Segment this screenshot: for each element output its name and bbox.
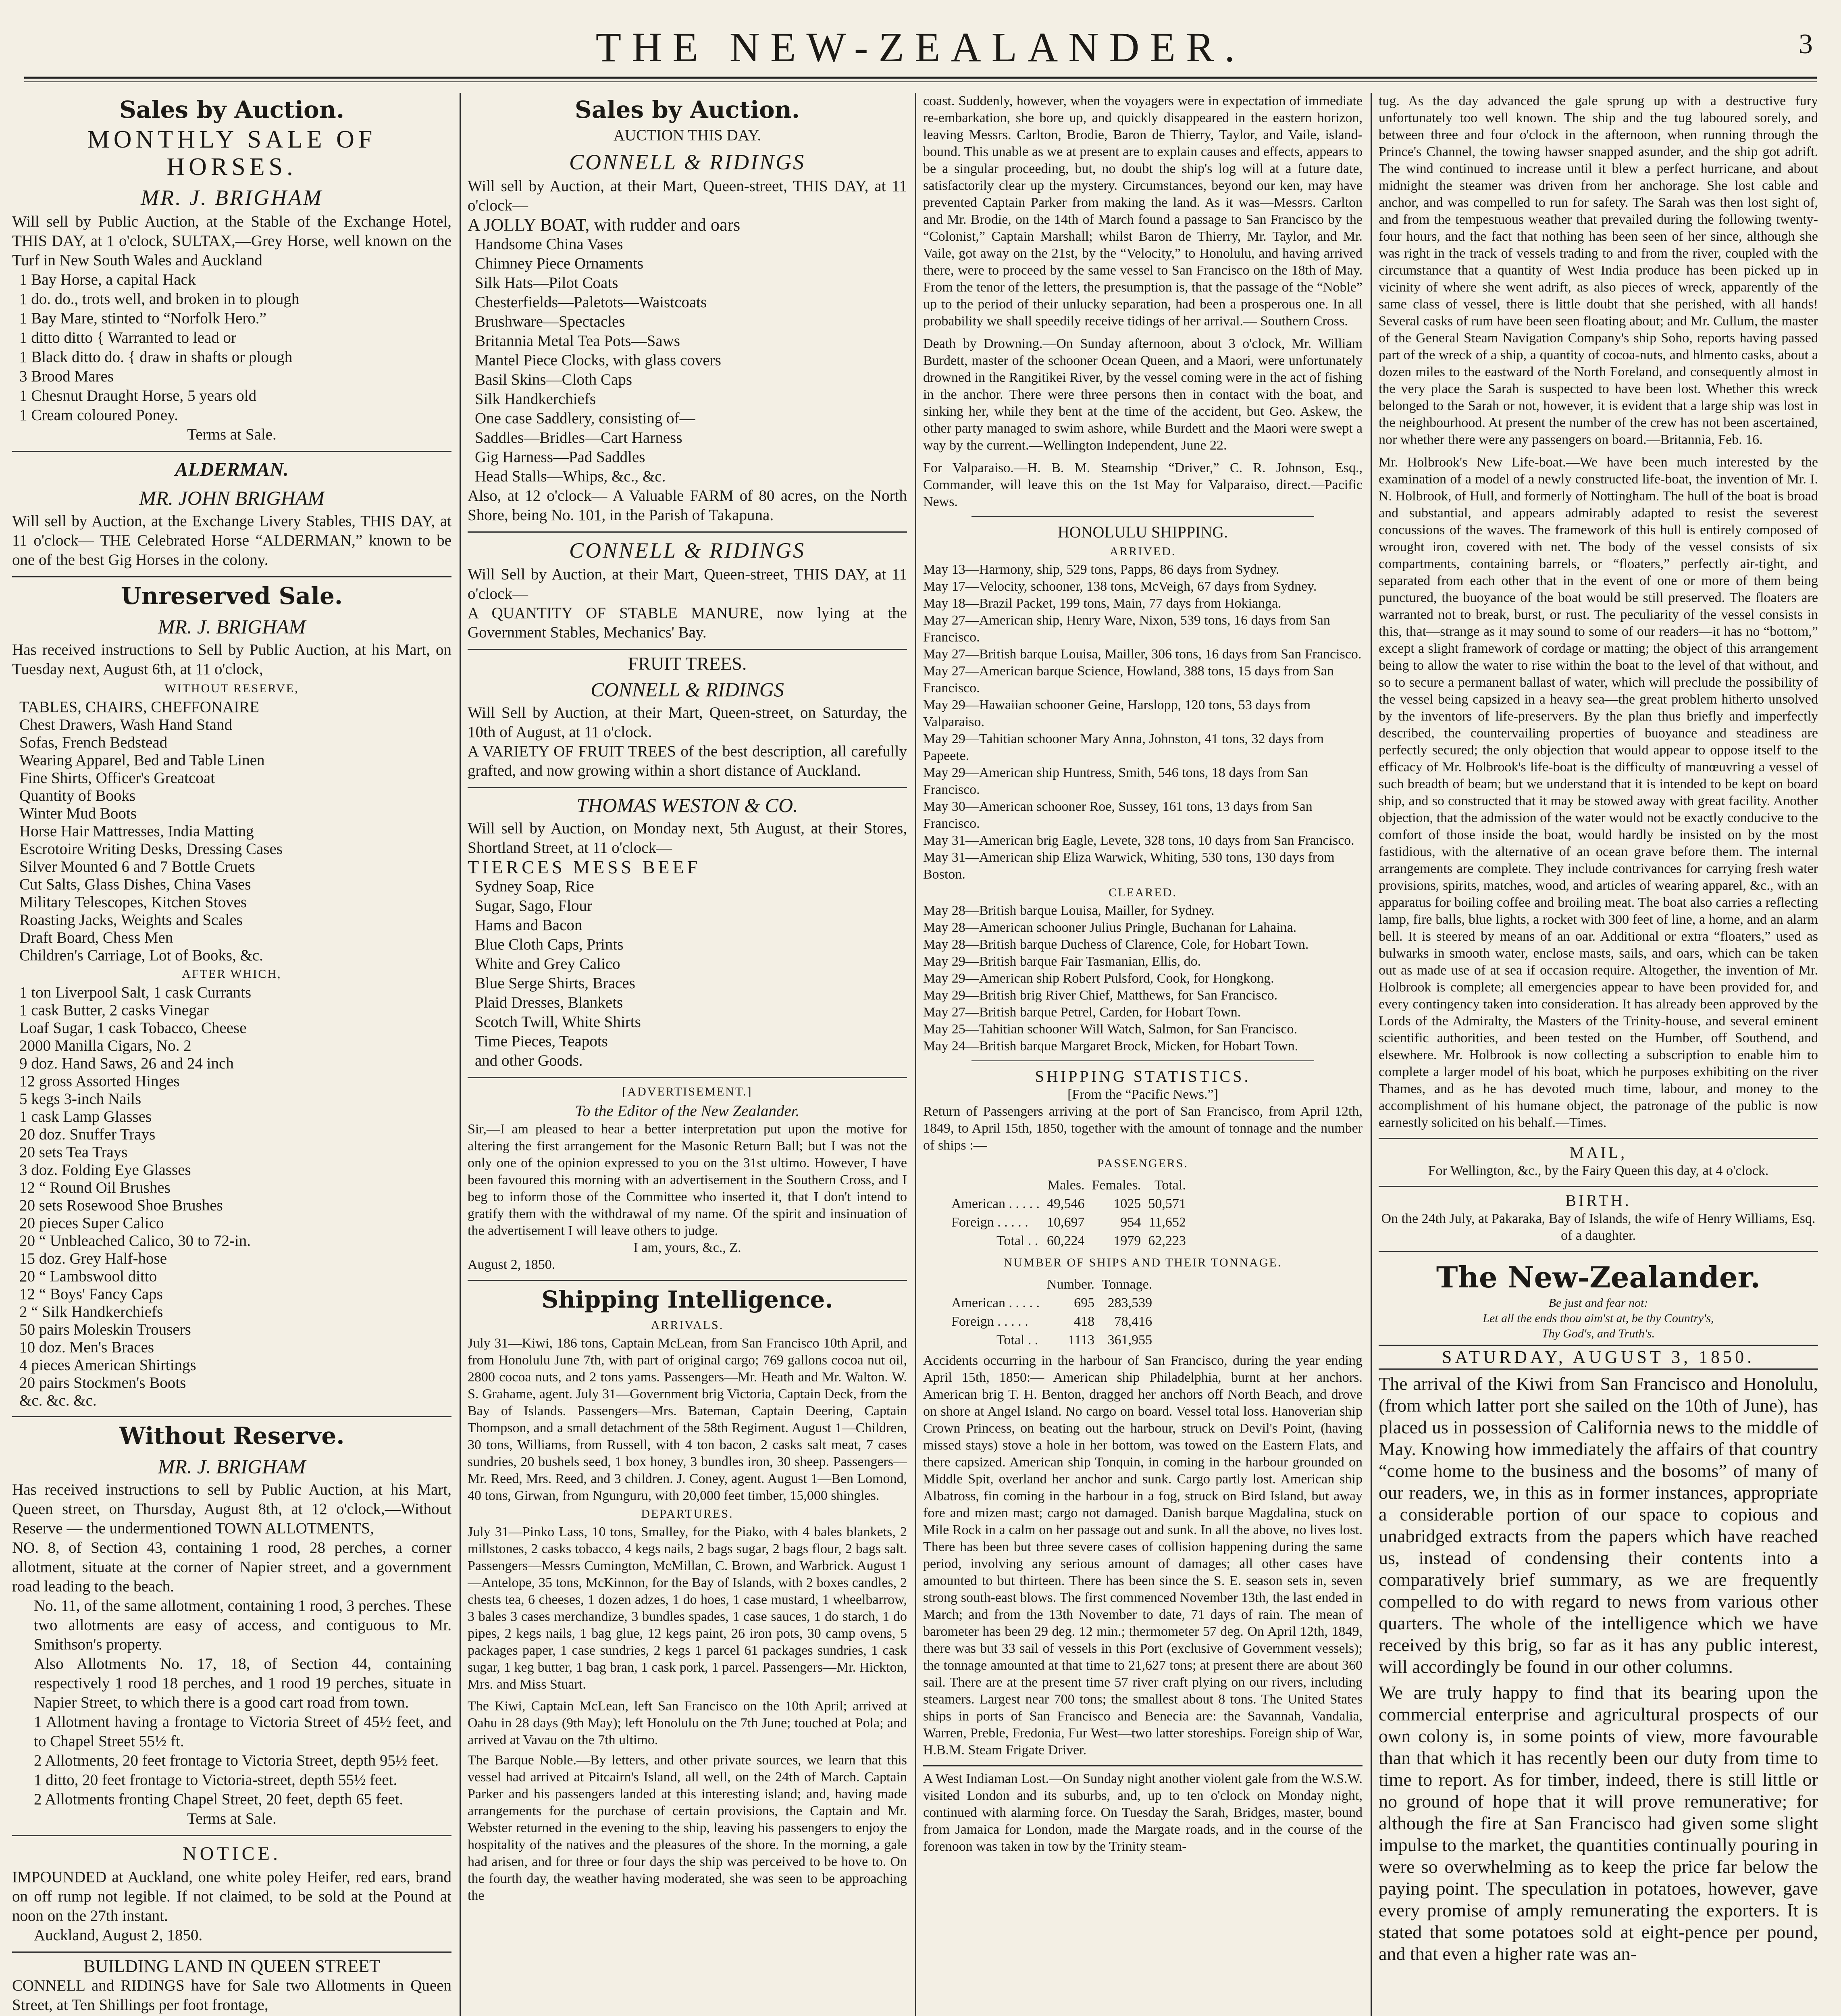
list-item: 20 “ Lambswool ditto — [19, 1268, 157, 1285]
list-item: Brushware—Spectacles — [475, 313, 625, 330]
sub-heading: ARRIVALS. — [651, 1318, 724, 1332]
list-item: Chimney Piece Ornaments — [475, 255, 644, 272]
divider — [12, 576, 451, 577]
news-list — [923, 561, 1363, 883]
ships-table — [947, 1275, 1156, 1350]
list-item: May 29—American ship Robert Pulsford, Cook, for Hongkong. — [923, 971, 1274, 986]
divider — [12, 451, 451, 452]
letter-heading: To the Editor of the New Zealander. — [575, 1102, 800, 1120]
divider — [923, 1765, 1363, 1766]
list-item: Head Stalls—Whips, &c., &c. — [475, 468, 666, 485]
item-list — [468, 235, 907, 486]
table-header-row — [948, 1276, 1155, 1293]
list-item: 15 doz. Grey Half-hose — [19, 1250, 167, 1267]
list-item: 10 doz. Men's Braces — [19, 1339, 154, 1356]
list-item: 12 “ Boys' Fancy Caps — [19, 1285, 163, 1303]
list-item: 4 pieces American Shirtings — [19, 1356, 196, 1374]
list-item: Horse Hair Mattresses, India Matting — [19, 823, 254, 840]
list-item: Military Telescopes, Kitchen Stoves — [19, 893, 247, 911]
list-item: 20 doz. Snuffer Trays — [19, 1126, 156, 1143]
news-text: A West Indiaman Lost.—On Sunday night another violent gale from the W.S.W. visited London and its suburbs, and, up to ten o'clock on Monday night, continued with alarming force. On Tuesday the Sarah, Bridges, master, bound from Jamaica for London, made the Margate roads, and in the course of the forenoon was taken in tow by the Trinity steam- — [923, 1771, 1363, 1854]
table-cell: 695 — [1074, 1295, 1095, 1310]
column-1 — [12, 93, 451, 2016]
ad-text: Will sell by Public Auction, at the Stable of the Exchange Hotel, THIS DAY, at 1 o'clock, SULTAX,—Grey Horse, well known on the Turf in New South Wales and Auckland — [12, 213, 451, 269]
table-cell: Females. — [1092, 1178, 1141, 1193]
list-item: May 13—Harmony, ship, 529 tons, Papps, 86 days from Sydney. — [923, 562, 1279, 577]
newspaper-title: The New-Zealander. — [1436, 1260, 1761, 1294]
section-heading: Shipping Intelligence. — [541, 1286, 833, 1313]
ad-text: Will Sell by Auction, at their Mart, Queen-street, on Saturday, the 10th of August, at 11 o'clock. — [468, 704, 907, 741]
list-item: Scotch Twill, White Shirts — [475, 1013, 641, 1031]
item-list — [468, 877, 907, 1070]
table-heading: NUMBER OF SHIPS AND THEIR TONNAGE. — [1003, 1256, 1282, 1269]
auctioneer-name: CONNELL & RIDINGS — [569, 150, 806, 174]
table-cell: 361,955 — [1107, 1333, 1152, 1347]
masthead-rule-thin — [24, 81, 1817, 82]
table-cell: 418 — [1074, 1314, 1095, 1329]
list-item: Blue Serge Shirts, Braces — [475, 975, 635, 992]
list-item: 1 cask Butter, 2 casks Vinegar — [19, 1002, 209, 1019]
divider — [12, 1951, 451, 1953]
divider — [468, 1077, 907, 1078]
list-item: Winter Mud Boots — [19, 805, 137, 822]
news-text: Accidents occurring in the harbour of San Francisco, during the year ending April 15th, 1850:— American ship Philadelphia, burnt at her anchors. American brig T. H. Benton, dragged her anchors off North Beach, and drove on shore at Angel Island. No cargo on board. Vessel total loss. Hanoverian ship Crown Princess, on beating out the harbour, struck on Devil's Point, (having missed stays) stove a hole in her bottom, was towed on the Eastern Flats, and there capsized. American ship Tonquin, in coming in the harbour grounded on Middle Spit, overland her anchor and sunk. Cargo partly lost. American ship Albatross, fin coming in the harbour in a fog, struck on Bird Island, but away fore and mizen mast; cargo not damaged. Danish barque Magdalina, stuck on Mile Rock in a calm on her passage out and sunk. In all the above, no lives lost. There has been but three severe cases of collision happening during the same period, involving any serious amount of damages; all other cases have amounted to but thirteen. There has been since the S. E. season sets in, seven strong south-east blows. The first commenced November 13th, the last ended in March; and from the 13th November to date, 71 days of rain. The mean of barometer has been 29 deg. 12 min.; thermometer 57 deg. On April 12th, 1849, there was but 33 sail of vessels in this Port (exclusive of Government vessels); the tonnage amounted at that time to 21,627 tons; at present there are about 360 sail. There are at the present time 57 river craft plying on our rivers, including steamers. Largest near 700 tons; the smallest about 8 tons. The United States ships in ports of San Francisco and Benecia are: the Savannah, Vandalia, Warren, Preble, Fredonia, Fur West—two latter storeships. Foreign ship of War, H.B.M. Steam Frigate Driver. — [923, 1353, 1363, 1758]
table-cell: 283,539 — [1107, 1295, 1152, 1310]
table-cell — [948, 1276, 1043, 1293]
table-cell: 11,652 — [1148, 1215, 1186, 1230]
table-cell: 10,697 — [1047, 1215, 1085, 1230]
letter-date: August 2, 1850. — [468, 1257, 555, 1272]
letter-signature: I am, yours, &c., Z. — [633, 1240, 741, 1255]
list-item: May 29—British brig River Chief, Matthews, for San Francisco. — [923, 988, 1278, 1003]
ad-text: A VARIETY OF FRUIT TREES of the best description, all carefully grafted, and now growing within a short distance of Auckland. — [468, 743, 907, 779]
table-cell: 954 — [1120, 1215, 1141, 1230]
divider — [12, 1835, 451, 1836]
list-item: May 24—British barque Margaret Brock, Micken, for Hobart Town. — [923, 1039, 1298, 1054]
sub-heading: AFTER WHICH, — [182, 967, 282, 981]
table-cell: 1025 — [1113, 1196, 1141, 1211]
item-list — [12, 270, 451, 425]
ad-text: 1 ditto, 20 feet frontage to Victoria-street, depth 55½ feet. — [34, 1771, 397, 1789]
ad-text: 1 Allotment having a frontage to Victoria Street of 45½ feet, and to Chapel Street 55½ ft. — [34, 1713, 451, 1750]
ad-title: MONTHLY SALE OF — [87, 126, 377, 153]
list-item: &c. &c. &c. — [19, 1392, 97, 1409]
editorial-text: We are truly happy to find that its bearing upon the commercial enterprise and agricultural prospects of our own colony is, in some points of view, more favourable than that which it has recently been our duty from time to time to report. As for timber, indeed, there is still little or no ground of hope that it will prove remunerative; for although the fire at San Francisco had given some slight impulse to the market, the quantities continually pouring in were so overwhelming as to keep the price far below the paying point. The speculation in potatoes, however, gave every promise of amply remunerating the exporters. It is stated that some potatoes sold at eight-pence per pound, and that even a higher rate was an- — [1379, 1682, 1818, 1964]
list-item: Sugar, Sago, Flour — [475, 897, 592, 914]
ad-text: Will sell by Auction, on Monday next, 5th August, at their Stores, Shortland Street, at 11 o'clock— — [468, 820, 907, 856]
table-cell: Foreign . . . . . — [951, 1215, 1028, 1230]
ad-text: Will Sell by Auction, at their Mart, Queen-street, THIS DAY, at 11 o'clock— — [468, 566, 907, 602]
ad-title: HORSES. — [166, 153, 297, 181]
ad-text: Also, at 12 o'clock— A Valuable FARM of 80 acres, on the North Shore, being No. 101, in the Parish of Takapuna. — [468, 487, 907, 524]
list-item: 2000 Manilla Cigars, No. 2 — [19, 1037, 191, 1054]
news-text: The Kiwi, Captain McLean, left San Francisco on the 10th April; arrived at Oahu in 28 days (9th May); left Honolulu on the 7th June; touched at Pola; and arrived at Vavau on the 7th ultimo. — [468, 1699, 907, 1747]
list-item: Silk Handkerchiefs — [475, 390, 596, 408]
table-cell: American . . . . . — [951, 1295, 1040, 1310]
table-cell: 50,571 — [1148, 1196, 1186, 1211]
news-text: coast. Suddenly, however, when the voyagers were in expectation of immediate re-embarkation, she bore up, and quickly disappeared in the eastern horizon, leaving Messrs. Carlton, Brodie, Baron de Thierry, Taylor, and Vaile, island-bound. This unable as we at present are to explain causes and effects, appears to be a singular proceeding, but, no doubt the ship's log will at a future date, satisfactorily clear up the mystery. Circumstances, beyond our ken, may have prevented Captain Parker from making the land. As it was—Messrs. Carlton and Mr. Brodie, on the 14th of March found a passage to San Francisco by the “Colonist,” Captain Marshall; whilst Baron de Thierry, Mr. Taylor, and Mr. Vaile, got away on the 21st, by the “Velocity,” to Honolulu, and having arrived there, were to proceed by the same vessel to San Francisco on the 18th of May. From the tenor of the letters, the presumption is, that the passage of the “Noble” up to the period of their unlucky separation, had been a prosperous one. In all probability we shall speedily receive tidings of her arrival.— Southern Cross. — [923, 94, 1363, 329]
ad-text: Also Allotments No. 17, 18, of Section 44, containing respectively 1 rood 18 perches, and 1 rood 19 perches, situate in Napier Street, to which there is a good cart road from town. — [34, 1655, 451, 1711]
table-cell: 62,223 — [1148, 1233, 1186, 1248]
motto-line: Be just and fear not: — [1548, 1296, 1648, 1310]
source-note: [From the “Pacific News.”] — [1067, 1087, 1218, 1102]
table-cell: American . . . . . — [951, 1196, 1040, 1211]
list-item: 50 pairs Moleskin Trousers — [19, 1321, 191, 1338]
sub-heading: SHIPPING STATISTICS. — [1035, 1067, 1251, 1085]
section-heading: Sales by Auction. — [574, 96, 800, 123]
list-item: Children's Carriage, Lot of Books, &c. — [19, 947, 263, 964]
list-item: Loaf Sugar, 1 cask Tobacco, Cheese — [19, 1019, 247, 1037]
news-text: tug. As the day advanced the gale sprung up with a destructive fury unfortunately too well known. The ship and the tug laboured sorely, and between three and four o'clock in the afternoon, when running through the Prince's Channel, the towing hawser snapped asunder, and the ship got adrift. The wind continued to increase until it blew a perfect hurricane, and about midnight the steamer was driven from her anchorage. She lost cable and anchor, and was compelled to run for safety. The Sarah was then lost sight of, and from the tempestuous weather that prevailed during the following twenty-four hours, and the fact that nothing has been seen of her since, although she was right in the track of vessels trading to and from the river, coupled with the circumstance that a quantity of West India produce has been picked up in vicinity of where she went adrift, as also pieces of wreck, apparently of the same class of vessel, there is little doubt that she perished, with all hands! Several casks of rum have been seen floating about; and Mr. Cullum, the master of the General Steam Navigation Company's ship Soho, reports having passed part of the wreck of a ship, a quantity of cocoa-nuts, and hlmento casks, about a dozen miles to the eastward of the North Foreland, and consequently almost in the very place the Sarah is suspected to have been lost. Whether this wreck belonged to the Sarah or not, however, it is evident that a large ship was lost in the neighbourhood. At present the number of the crew has not been ascertained, nor whether there were any passengers on board.—Britannia, Feb. 16. — [1379, 94, 1818, 447]
news-text: The Barque Noble.—By letters, and other private sources, we learn that this vessel had arrived at Pitcairn's Island, all well, on the 24th of March. Captain Parker and his passengers landed at this interesting island; and, having made arrangements for the purchase of certain provisions, the Captain and Mr. Webster returned in the evening to the ship, leaving his passengers to enjoy the hospitality of the natives and the pleasures of the shore. In the morning, a gale had arisen, and for three or four days the ship was perceived to be hove to. On the fourth day, the weather having moderated, she was seen to be approaching the — [468, 1753, 907, 1903]
table-cell: Number. — [1047, 1277, 1095, 1292]
sub-heading: DEPARTURES. — [641, 1507, 734, 1520]
list-item: 1 Black ditto do. { draw in shafts or plough — [19, 348, 293, 366]
sub-heading: WITHOUT RESERVE, — [164, 682, 299, 695]
table-row — [948, 1214, 1189, 1231]
divider — [468, 787, 907, 788]
news-text: Return of Passengers arriving at the port of San Francisco, from April 12th, 1849, to April 15th, 1850, together with the amount of tonnage and the number of ships :— — [923, 1104, 1363, 1153]
list-item: Chest Drawers, Wash Hand Stand — [19, 716, 232, 733]
list-item: 1 Bay Mare, stinted to “Norfolk Hero.” — [19, 310, 266, 327]
column-3 — [923, 93, 1363, 2016]
terms-note: Terms at Sale. — [187, 1810, 277, 1827]
ad-text: Has received instructions to Sell by Public Auction, at his Mart, on Tuesday next, August 6th, at 11 o'clock, — [12, 641, 451, 678]
list-item: 1 ton Liverpool Salt, 1 cask Currants — [19, 984, 252, 1001]
list-item: May 29—British barque Fair Tasmanian, Ellis, do. — [923, 954, 1201, 969]
list-item: 12 gross Assorted Hinges — [19, 1073, 180, 1090]
notice-heading: BIRTH. — [1565, 1191, 1631, 1210]
list-item: Escrotoire Writing Desks, Dressing Cases — [19, 840, 283, 858]
list-item: Plaid Dresses, Blankets — [475, 994, 623, 1011]
list-item: 20 “ Unbleached Calico, 30 to 72-in. — [19, 1232, 251, 1250]
list-item: May 17—Velocity, schooner, 138 tons, McVeigh, 67 days from Sydney. — [923, 579, 1317, 594]
ad-heading: Without Reserve. — [119, 1422, 345, 1450]
masthead — [24, 16, 1817, 85]
sub-heading: HONOLULU SHIPPING. — [1057, 523, 1228, 541]
terms-note: Terms at Sale. — [187, 426, 277, 443]
ad-heading: BUILDING LAND IN QUEEN STREET — [83, 1956, 380, 1976]
list-item: and other Goods. — [475, 1052, 583, 1069]
ad-text: 2 Allotments, 20 feet frontage to Victoria Street, depth 95½ feet. — [34, 1752, 439, 1769]
list-item: TABLES, CHAIRS, CHEFFONAIRE — [19, 698, 259, 716]
sub-heading: ARRIVED. — [1109, 545, 1176, 558]
adv-tag: [ADVERTISEMENT.] — [622, 1085, 753, 1098]
ad-text: Will sell by Auction, at the Exchange Livery Stables, THIS DAY, at 11 o'clock— THE Celebrated Horse “ALDERMAN,” known to be one of the best Gig Horses in the colony. — [12, 512, 451, 569]
item-list — [12, 984, 451, 1410]
auctioneer-name: MR. J. BRIGHAM — [141, 185, 323, 210]
divider — [468, 649, 907, 650]
table-cell: Foreign . . . . . — [951, 1314, 1028, 1329]
list-item: 20 pairs Stockmen's Boots — [19, 1374, 186, 1391]
masthead-title: THE NEW-ZEALANDER. — [595, 24, 1246, 71]
table-cell — [948, 1177, 1043, 1194]
auctioneer-name: CONNELL & RIDINGS — [591, 678, 784, 701]
list-item: Roasting Jacks, Weights and Scales — [19, 911, 243, 929]
ad-text: Has received instructions to sell by Public Auction, at his Mart, Queen street, on Thursday, August 8th, at 12 o'clock,—Without Reserve — the undermentioned TOWN ALLOTMENTS, — [12, 1481, 451, 1537]
column-rule — [915, 93, 916, 2016]
list-item: 20 sets Rosewood Shoe Brushes — [19, 1197, 223, 1214]
list-item: May 31—American ship Eliza Warwick, Whiting, 530 tons, 130 days from Boston. — [923, 850, 1335, 882]
ad-heading: AUCTION THIS DAY. — [613, 127, 761, 144]
list-item: 1 ditto ditto { Warranted to lead or — [19, 329, 236, 346]
column-rule — [1371, 93, 1372, 2016]
table-row — [948, 1232, 1189, 1250]
auctioneer-name: MR. J. BRIGHAM — [158, 1455, 306, 1478]
list-item: Time Pieces, Teapots — [475, 1033, 608, 1050]
ad-text: 2 Allotments fronting Chapel Street, 20 feet, depth 65 feet. — [34, 1791, 404, 1808]
item-list — [12, 698, 451, 964]
table-cell: Tonnage. — [1102, 1277, 1152, 1292]
motto-line: Let all the ends thou aim'st at, be thy Country's, — [1483, 1312, 1714, 1325]
list-item: Blue Cloth Caps, Prints — [475, 936, 624, 953]
ad-text: Will sell by Auction, at their Mart, Queen-street, THIS DAY, at 11 o'clock— — [468, 177, 907, 214]
table-cell: 49,546 — [1047, 1196, 1085, 1211]
list-item: Gig Harness—Pad Saddles — [475, 448, 645, 466]
letter-text: Sir,—I am pleased to hear a better interpretation put upon the motive for altering the first arrangement for the Masonic Return Ball; but I was not the only one of the opinion expressed to you on the 31st ultimo. However, I have been favoured this morning with an advertisement in the Southern Cross, and I beg to inform those of the Committee who inserted it, that I don't intend to gratify them with the withdrawal of my name. Of the spirit and insinuation of the advertisement I will leave others to judge. — [468, 1122, 907, 1238]
divider — [1379, 1251, 1818, 1252]
auctioneer-name: MR. J. BRIGHAM — [158, 615, 306, 638]
news-text: For Valparaiso.—H. B. M. Steamship “Driver,” C. R. Johnson, Esq., Commander, will leave this on the 1st May for Valparaiso, direct.—Pacific News. — [923, 460, 1363, 509]
table-cell: 60,224 — [1047, 1233, 1085, 1248]
table-cell: Total . . — [996, 1233, 1038, 1248]
ad-text: IMPOUNDED at Auckland, one white poley Heifer, red ears, brand on off rump not legible. If not claimed, to be sold at the Pound at noon on the 27th instant. — [12, 1868, 451, 1924]
divider — [1379, 1186, 1818, 1187]
table-cell: 1979 — [1113, 1233, 1141, 1248]
list-item: 3 Brood Mares — [19, 368, 114, 385]
list-item: One case Saddlery, consisting of— — [475, 410, 695, 427]
list-item: 9 doz. Hand Saws, 26 and 24 inch — [19, 1055, 234, 1072]
editorial-text: The arrival of the Kiwi from San Francisco and Honolulu, (from which latter port she sailed on the 10th of June), has placed us in possession of California news to the middle of May. Knowing how immediately the affairs of that country “come home to the business and the bosoms” of many of our readers, we, in this as in former instances, appropriate a considerable portion of our space to copious and unabridged extracts from the papers which have reached us, instead of condensing their contents into a comparatively brief summary, as we are frequently compelled to do with regard to news from various other quarters. The whole of the intelligence which we have received by this brig, so far as it has any public interest, will accordingly be found in our other columns. — [1379, 1373, 1818, 1677]
table-header-row — [948, 1177, 1189, 1194]
list-item: May 31—American brig Eagle, Levete, 328 tons, 10 days from San Francisco. — [923, 833, 1354, 848]
list-item: Wearing Apparel, Bed and Table Linen — [19, 752, 265, 769]
ad-heading: Unreserved Sale. — [121, 582, 343, 610]
divider — [971, 516, 1314, 517]
list-item: May 28—British barque Duchess of Clarence, Cole, for Hobart Town. — [923, 937, 1309, 952]
column-rule — [460, 93, 461, 2016]
column-2 — [468, 93, 907, 2016]
list-item: 20 pieces Super Calico — [19, 1214, 164, 1232]
masthead-rule — [24, 77, 1817, 79]
list-item: May 29—Hawaiian schooner Geine, Harslopp, 120 tons, 53 days from Valparaiso. — [923, 698, 1311, 729]
news-text: Mr. Holbrook's New Life-boat.—We have been much interested by the examination of a model of a newly constructed life-boat, the invention of Mr. I. N. Holbrook, of Hull, and formerly of Nottingham. The hull of the boat is broad and substantial, and appears admirably adapted to resist the severest concussions of the waves. The framework of this hull is entirely composed of wrought iron, covered with net. The body of the vessel consists of six compartments, containing barrels, or “floaters,” perfectly air-tight, and separated from each other that in the event of one or more of them being punctured, the buoyance of the boat would be still preserved. The floaters are warranted not to break, burst, or rust. The peculiarity of the vessel consists in this, that—strange as it may sound to some of our readers—it has no “bottom,” except a slight framework of cordage or matting; the object of this arrangement being to allow the water to rise within the boat to the level of that without, and so to secure a permanent ballast of water, which will preclude the possibility of the vessel being capsized in a heavy sea—the great problem hitherto unsolved by the inventors of life-preservers. By the plan thus briefly and imperfectly described, the countervailing properties of buoyance and steadiness are perfectly secured; the only objection that would appear to oppose itself to the efficacy of Mr. Holbrook's life-boat is the difficulty of manœuvring a vessel of such breadth of beam; but we understand that it is intended to be kept on board ship, and so constructed that it may be stowed away with great facility. Another objection, that the admission of the water would not be exactly conducive to the comfort of those inside the boat, would hardly be insisted on by the most fastidious, with the alternative of an ocean grave before them. The internal arrangements are complete. They include contrivances for carrying fresh water provisions, spirits, matches, wood, and articles of wearing apparel, &c., with an apparatus for boiling coffee and broiling meat. The boat also carries a reflecting lamp, fire balls, blue lights, a rocket with 300 feet of line, a horne, and an alarm bell. It is steered by means of an oar. Additional or extra “floaters,” used as bulwarks in smooth water, enclose masts, sails, and oars, which can be taken out as made use of at sea if occasion require. Altogether, the invention of Mr. Holbrook is complete; all emergencies appear to have been provided for, and every contingency taken into consideration. It has already been approved by the Lords of the Admiralty, the Masters of the Trinity-house, and several eminent scientific authorities, and been tested on the Humber, off Southend, and elsewhere. Mr. Holbrook is now collecting a subscription to enable him to complete a larger model of his boat, which he purposes exhibiting on the river Thames, and as he has devoted much time, labour, and money to the accomplishment of his humane object, the patronage of the public is now earnestly solicited on his behalf.—Times. — [1379, 455, 1818, 1130]
list-item: May 29—Tahitian schooner Mary Anna, Johnston, 41 tons, 32 days from Papeete. — [923, 731, 1324, 763]
list-item: 3 doz. Folding Eye Glasses — [19, 1161, 191, 1179]
list-item: Silk Hats—Pilot Coats — [475, 274, 618, 292]
list-item: May 18—Brazil Packet, 199 tons, Main, 77 days from Hokianga. — [923, 596, 1281, 611]
auctioneer-name: THOMAS WESTON & CO. — [576, 794, 798, 816]
issue-date: SATURDAY, AUGUST 3, 1850. — [1379, 1345, 1818, 1370]
list-item: Chesterfields—Paletots—Waistcoats — [475, 294, 707, 311]
ad-heading: NOTICE. — [183, 1843, 281, 1864]
ad-text: A QUANTITY OF STABLE MANURE, now lying at the Government Stables, Mechanics' Bay. — [468, 604, 907, 641]
divider — [468, 1280, 907, 1281]
list-item: 1 Chesnut Draught Horse, 5 years old — [19, 387, 257, 404]
list-item: Sofas, French Bedstead — [19, 734, 168, 751]
list-item: Basil Skins—Cloth Caps — [475, 371, 632, 388]
divider — [12, 1416, 451, 1417]
table-cell: Total. — [1154, 1178, 1186, 1193]
notice-text: For Wellington, &c., by the Fairy Queen this day, at 4 o'clock. — [1428, 1163, 1769, 1178]
list-item: 2 “ Silk Handkerchiefs — [19, 1303, 163, 1320]
auctioneer-name: MR. JOHN BRIGHAM — [139, 487, 325, 509]
list-item: 1 Bay Horse, a capital Hack — [19, 271, 196, 288]
auctioneer-name: CONNELL & RIDINGS — [569, 538, 806, 562]
column-4 — [1379, 93, 1818, 2016]
ad-text: No. 11, of the same allotment, containing 1 rood, 3 perches. These two allotments are easy of access, and contiguous to Mr. Smithson's property. — [34, 1597, 451, 1653]
list-item: Britannia Metal Tea Pots—Saws — [475, 332, 680, 350]
list-item: May 27—American barque Science, Howland, 388 tons, 15 days from San Francisco. — [923, 664, 1334, 696]
ad-date: Auckland, August 2, 1850. — [34, 1926, 203, 1944]
table-cell: Males. — [1047, 1178, 1085, 1193]
table-cell: 1113 — [1068, 1333, 1095, 1347]
list-item: May 28—American schooner Julius Pringle, Buchanan for Lahaina. — [923, 920, 1297, 935]
ad-heading: FRUIT TREES. — [628, 653, 747, 674]
table-cell: Total . . — [996, 1333, 1038, 1347]
list-item: May 27—British barque Louisa, Mailler, 306 tons, 16 days from San Francisco. — [923, 647, 1362, 662]
divider — [971, 1060, 1314, 1061]
list-item: Silver Mounted 6 and 7 Bottle Cruets — [19, 858, 255, 875]
news-text: July 31—Pinko Lass, 10 tons, Smalley, for the Piako, with 4 bales blankets, 2 millstones, 2 casks tobacco, 4 kegs nails, 2 bags sugar, 2 bags flour, 2 bags salt. Passengers—Messrs Cumington, McMillan, C. Brown, and Warbrick. August 1—Antelope, 35 tons, McKinnon, for the Bay of Islands, with 2 boxes candles, 2 chests tea, 6 cheeses, 1 dozen adzes, 1 do hoes, 1 case mustard, 1 wheelbarrow, 3 bales 3 cases merchandize, 3 bundles spades, 1 case sauces, 1 do starch, 1 do pipes, 2 kegs nails, 1 bag glue, 12 kegs paint, 26 iron pots, 30 camp ovens, 5 packages paper, 1 case sundries, 2 kegs 1 parcel 61 packages sundries, 1 cask sugar, 1 keg butter, 1 bag bran, 1 cask pork, 1 parcel. Passengers—Mr. Hickton, Mrs. and Miss Stuart. — [468, 1524, 907, 1692]
list-item: Fine Shirts, Officer's Greatcoat — [19, 769, 215, 787]
list-item: White and Grey Calico — [475, 955, 620, 973]
list-item: 12 “ Round Oil Brushes — [19, 1179, 171, 1196]
list-item: Cut Salts, Glass Dishes, China Vases — [19, 876, 251, 893]
ad-lead: TIERCES MESS BEEF — [468, 857, 701, 877]
list-item: May 27—American ship, Henry Ware, Nixon, 539 tons, 16 days from San Francisco. — [923, 613, 1330, 645]
list-item: May 28—British barque Louisa, Mailler, for Sydney. — [923, 903, 1215, 918]
sub-heading: CLEARED. — [1109, 886, 1177, 899]
table-row — [948, 1294, 1155, 1312]
table-row — [948, 1331, 1155, 1349]
news-text: Death by Drowning.—On Sunday afternoon, about 3 o'clock, Mr. William Burdett, master of the schooner Ocean Queen, and a Maori, were unfortunately drowned in the Rangitikei River, by the vessel coming were in the act of fishing in the anchor. There were three persons then in contact with the boat, and sinking her, while they bent at the time of the accident, but Geo. Askew, the other party managed to swim ashore, while Burdett and the Maori were swept a way by the current.—Wellington Independent, June 22. — [923, 336, 1363, 453]
passengers-table — [947, 1176, 1190, 1251]
ad-text: CONNELL and RIDINGS have for Sale two Allotments in Queen Street, at Ten Shillings per foot frontage, — [12, 1977, 451, 2014]
list-item: 5 kegs 3-inch Nails — [19, 1090, 141, 1108]
divider — [1379, 1138, 1818, 1139]
list-item: Mantel Piece Clocks, with glass covers — [475, 352, 721, 369]
table-row — [948, 1313, 1155, 1331]
divider — [468, 531, 907, 533]
list-item: May 25—Tahitian schooner Will Watch, Salmon, for San Francisco. — [923, 1022, 1298, 1037]
notice-heading: MAIL, — [1569, 1143, 1627, 1162]
table-row — [948, 1195, 1189, 1213]
list-item: Sydney Soap, Rice — [475, 878, 594, 895]
list-item: 20 sets Tea Trays — [19, 1143, 128, 1161]
list-item: May 30—American schooner Roe, Sussey, 161 tons, 13 days from San Francisco. — [923, 799, 1313, 831]
section-heading: Sales by Auction. — [119, 96, 345, 123]
list-item: Saddles—Bridles—Cart Harness — [475, 429, 682, 446]
table-cell: 78,416 — [1114, 1314, 1152, 1329]
list-item: Hams and Bacon — [475, 916, 582, 934]
list-item: 1 Cream coloured Poney. — [19, 406, 178, 424]
ad-text: NO. 8, of Section 43, containing 1 rood, 28 perches, a corner allotment, situate at the corner of Napier street, and a government road leading to the beach. — [12, 1539, 451, 1595]
list-item: Handsome China Vases — [475, 235, 623, 253]
motto-line: Thy God's, and Truth's. — [1541, 1327, 1655, 1340]
list-item: 1 cask Lamp Glasses — [19, 1108, 152, 1125]
list-item: Quantity of Books — [19, 787, 136, 804]
news-text: July 31—Kiwi, 186 tons, Captain McLean, from San Francisco 10th April, and from Honolulu June 7th, with part of original cargo; 769 gallons cocoa nut oil, 2800 cocoa nuts, and 2 tons yams. Passengers—Mr. Heath and Mr. Walton. W. S. Grahame, agent. July 31—Government brig Victoria, Captain Deck, from the Bay of Islands. Passengers—Mrs. Bateman, Captain Deering, Captain Thompson, and a small detachment of the 58th Regiment. August 1—Children, 30 tons, Williams, from Russell, with 4 ton bacon, 2 casks salt meat, 7 cases sundries, 20 bushels seed, 1 box honey, 3 bundles iron, 30 sheep. Passengers—Mr. Reed, Mrs. Reed, and 3 children. J. Coney, agent. August 1—Ben Lomond, 40 tons, Girwan, from Ngunguru, with 20,000 feet timber, 15,000 shingles. — [468, 1336, 907, 1503]
list-item: 1 do. do., trots well, and broken in to plough — [19, 290, 300, 308]
list-item: Draft Board, Chess Men — [19, 929, 173, 946]
notice-text: On the 24th July, at Pakaraka, Bay of Islands, the wife of Henry Williams, Esq. of a daughter. — [1381, 1211, 1816, 1243]
news-list — [923, 902, 1363, 1055]
table-heading: PASSENGERS. — [1097, 1157, 1189, 1170]
list-item: May 27—British barque Petrel, Carden, for Hobart Town. — [923, 1005, 1241, 1020]
list-item: May 29—American ship Huntress, Smith, 546 tons, 18 days from San Francisco. — [923, 765, 1308, 797]
ad-lead: A JOLLY BOAT, with rudder and oars — [468, 215, 741, 235]
page-number: 3 — [1799, 29, 1813, 60]
ad-heading: ALDERMAN. — [175, 459, 289, 480]
